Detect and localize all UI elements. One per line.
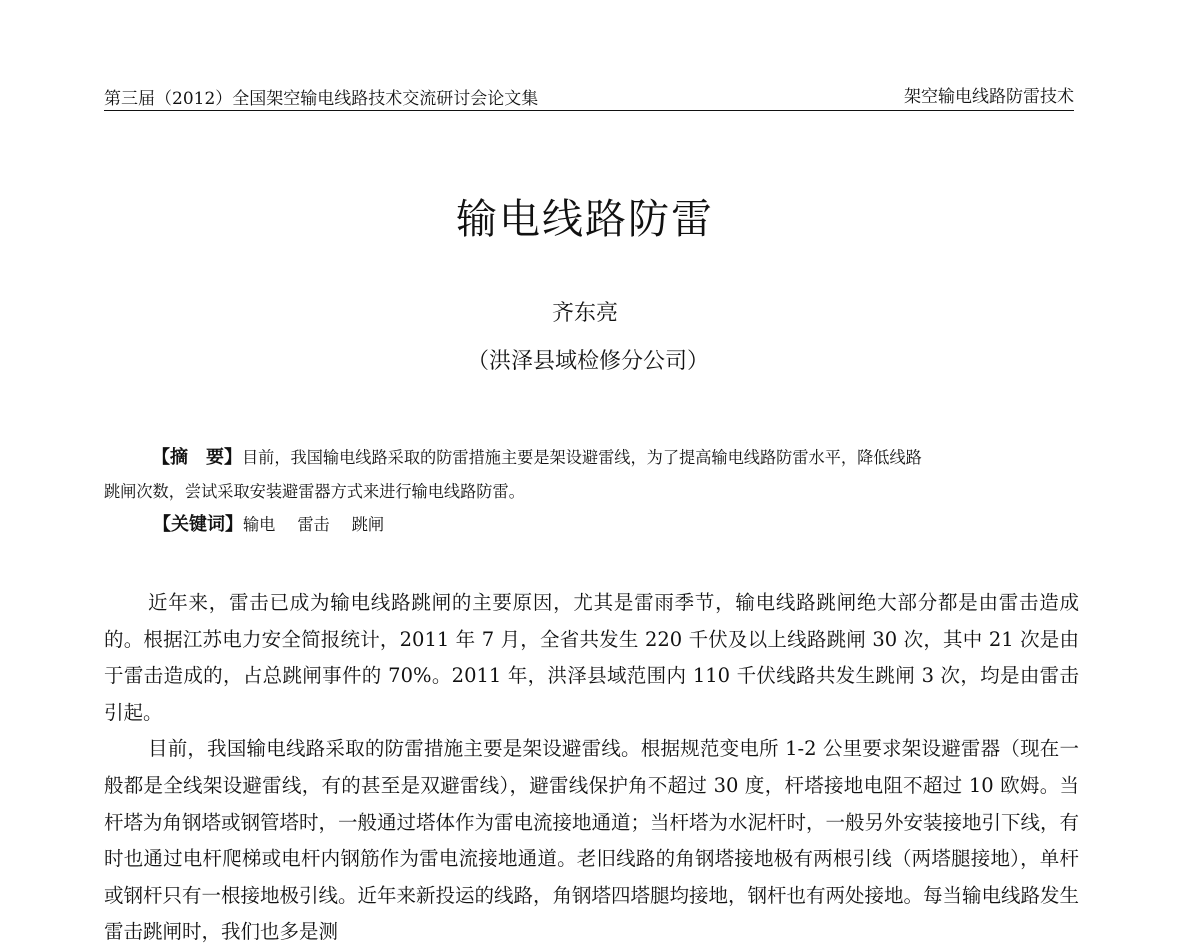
abstract-line-1 bbox=[104, 441, 1074, 475]
abstract-line-2: 跳闸次数，尝试采取安装避雷器方式来进行输电线路防雷。 bbox=[104, 482, 525, 501]
body-paragraph-2: 目前，我国输电线路采取的防雷措施主要是架设避雷线。根据规范变电所 1-2 公里要求架设避雷器（现在一般都是全线架设避雷线，有的甚至是双避雷线），避雷线保护角不超过 30 度，杆塔接地电阻不超过 10 欧姆。当杆塔为角钢塔或钢管塔时，一般通过塔体作为雷电流接地通道；当杆塔为水泥杆时，一般另外安装接地引下线，有时也通过电杆爬梯或电杆内钢筋作为雷电流接地通道。老旧线路的角钢塔接地极有两根引线（两塔腿接地），单杆或钢杆只有一根接地极引线。近年来新投运的线路，角钢塔四塔腿均接地，钢杆也有两处接地。每当输电线路发生雷击跳闸时，我们也多是测 bbox=[104, 737, 1080, 944]
abstract-text-1: 目前，我国输电线路采取的防雷措施主要是架设避雷线，为了提高输电线路防雷水平，降低线路 bbox=[242, 448, 922, 467]
keywords-label: 【关键词】 bbox=[153, 514, 243, 535]
keywords bbox=[153, 510, 384, 536]
abstract-label: 【摘 要】 bbox=[152, 447, 242, 468]
body-text bbox=[104, 585, 1079, 951]
author-affiliation: （洪泽县域检修分公司） bbox=[466, 349, 709, 374]
paper-title: 输电线路防雷 bbox=[456, 195, 714, 243]
header-proceedings-title: 第三届（2012）全国架空输电线路技术交流研讨会论文集 bbox=[104, 89, 539, 109]
body-paragraph-1: 近年来，雷击已成为输电线路跳闸的主要原因，尤其是雷雨季节，输电线路跳闸绝大部分都是由雷击造成的。根据江苏电力安全简报统计，2011 年 7 月，全省共发生 220 千伏及以上线路跳闸 30 次，其中 21 次是由于雷击造成的，占总跳闸事件的 70%。2011 年，洪泽县域范围内 110 千伏线路共发生跳闸 3 次，均是由雷击引起。 bbox=[104, 591, 1079, 724]
keyword-item: 跳闸 bbox=[351, 515, 385, 534]
keyword-item: 雷击 bbox=[297, 515, 330, 534]
abstract bbox=[104, 441, 1074, 509]
keyword-item: 输电 bbox=[243, 515, 276, 534]
author-name: 齐东亮 bbox=[551, 301, 618, 326]
running-header bbox=[104, 82, 1074, 111]
header-section-title: 架空输电线路防雷技术 bbox=[904, 87, 1074, 107]
